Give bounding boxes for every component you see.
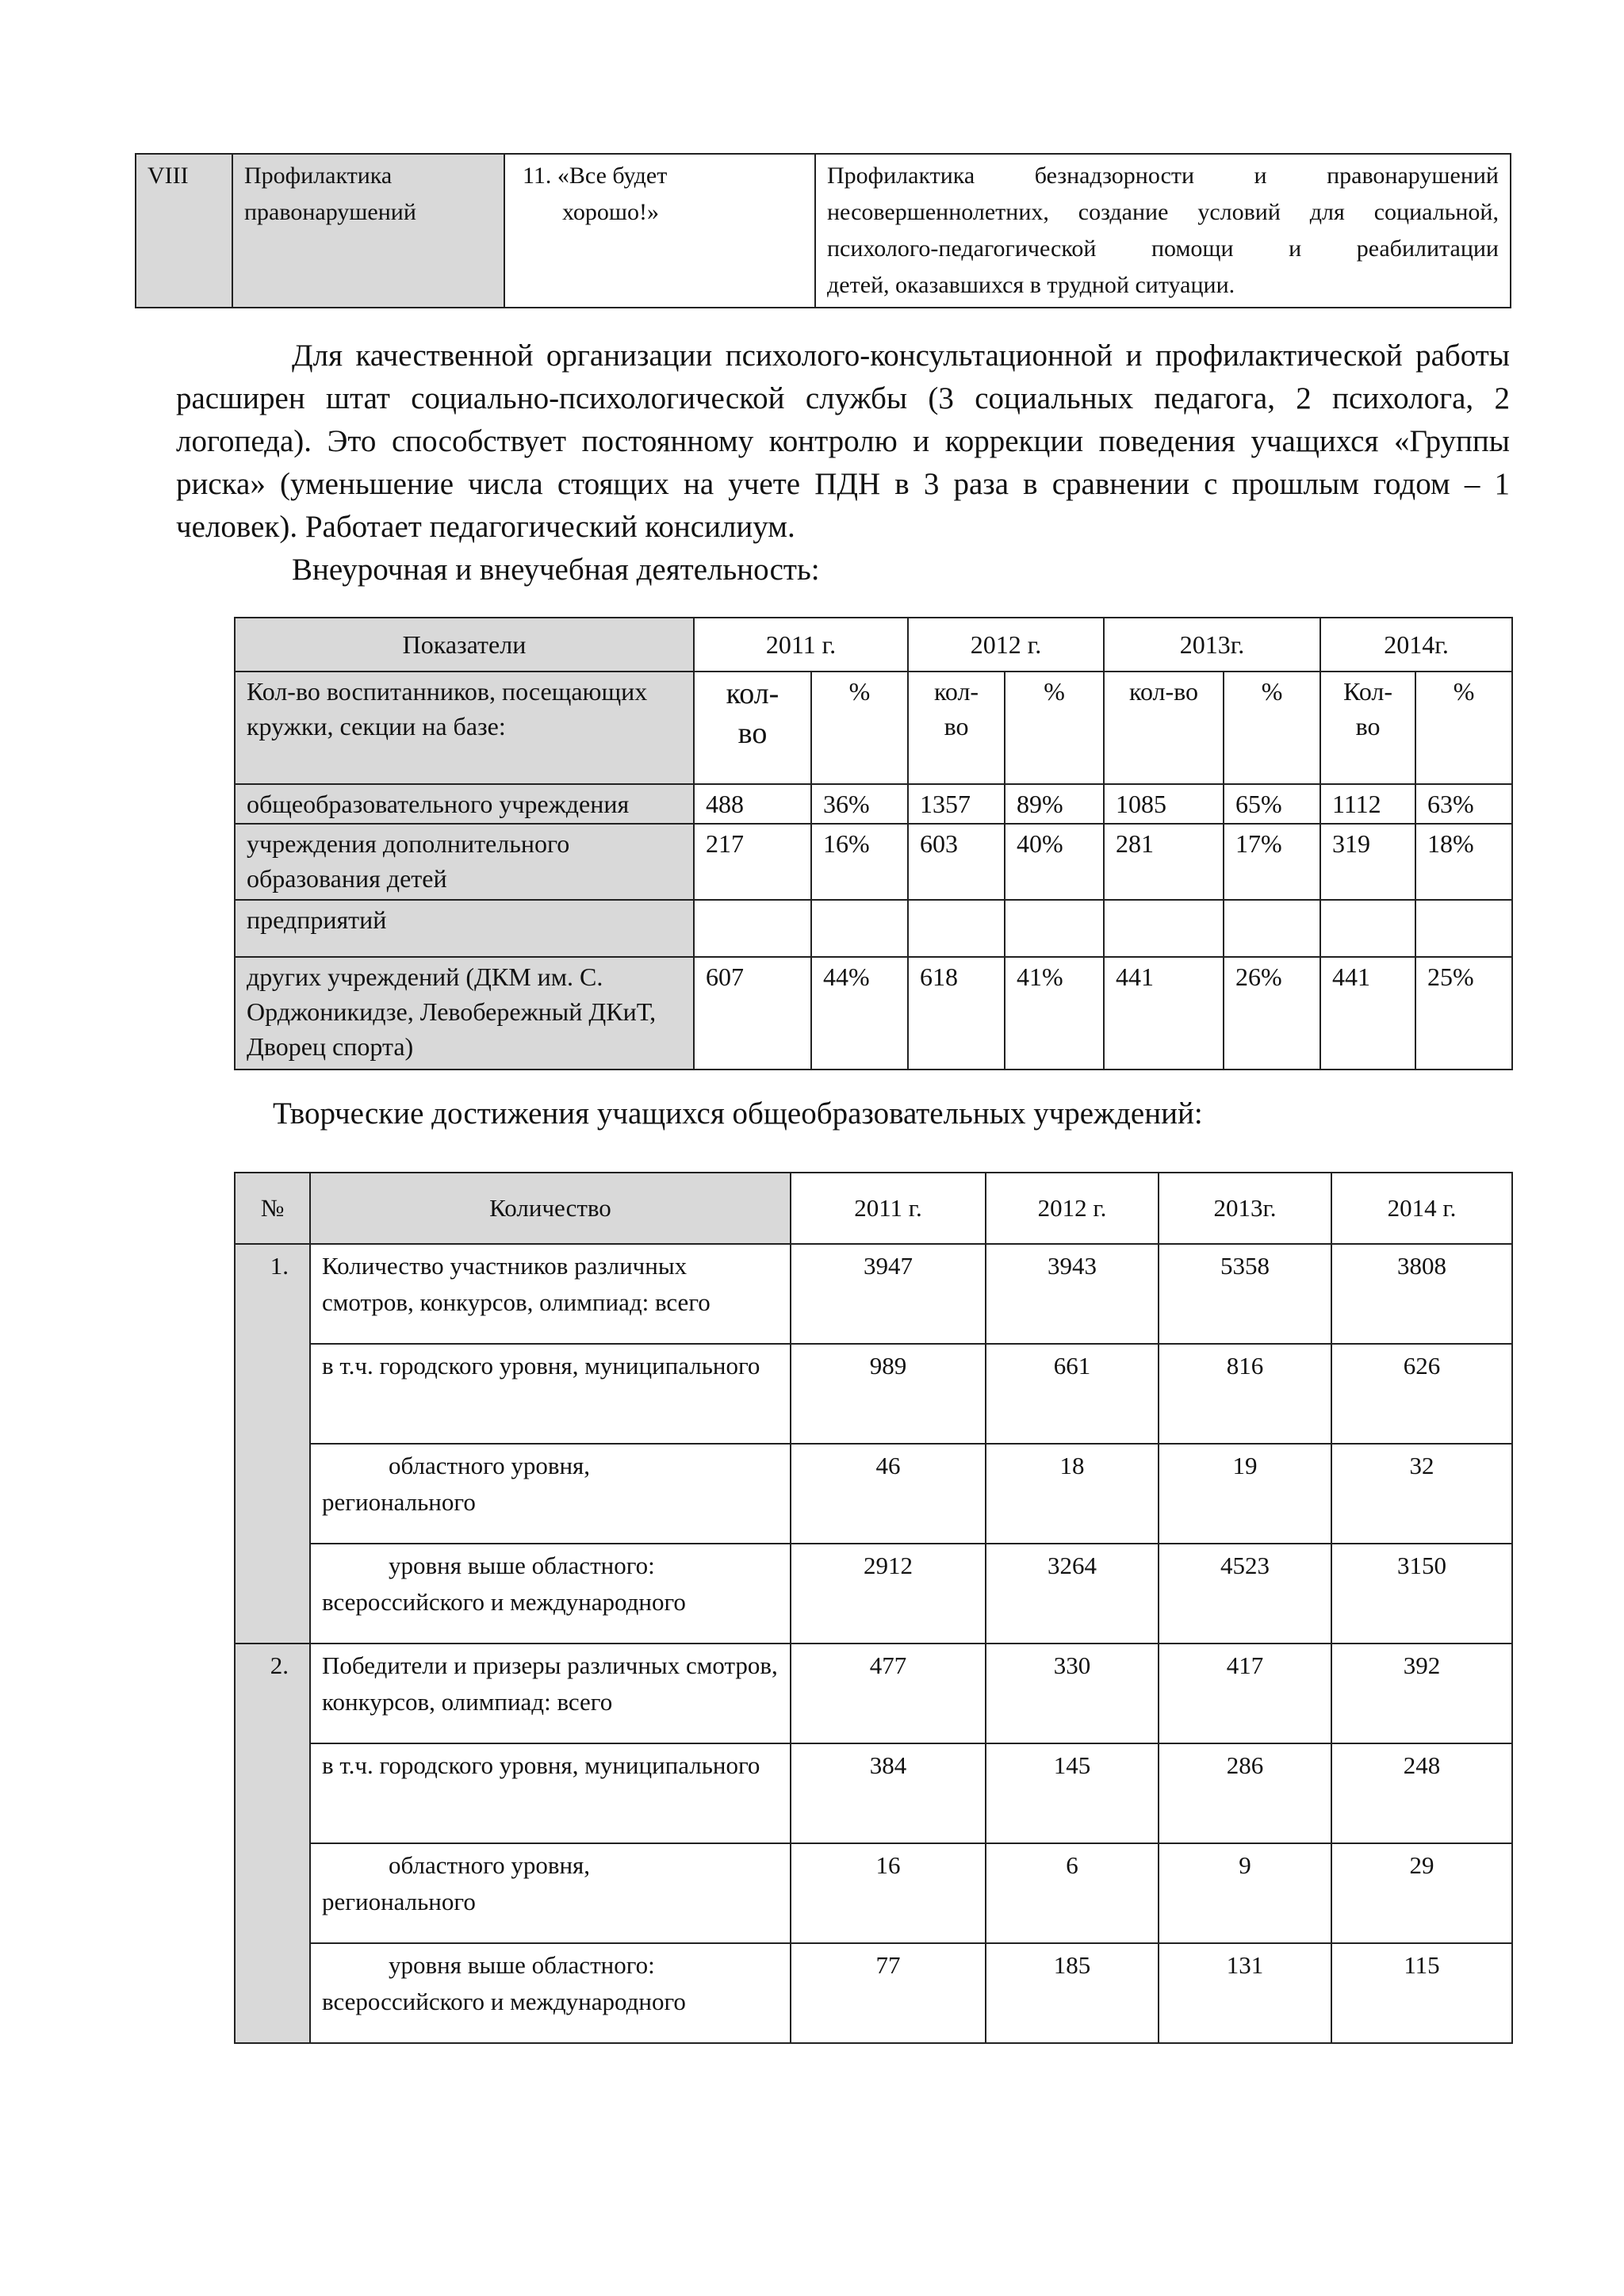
cell-value (811, 900, 908, 957)
cell-value (1104, 900, 1224, 957)
percent-label: % (811, 672, 908, 784)
cell-value: 145 (986, 1743, 1159, 1843)
cell-value: 1112 (1320, 784, 1415, 824)
header-year: 2013г. (1104, 618, 1320, 672)
section-caption: Творческие достижения учащихся общеобразовательных учреждений: (273, 1096, 1203, 1131)
cell-value: 77 (791, 1943, 986, 2043)
cell-value: 89% (1005, 784, 1104, 824)
header-year: 2012 г. (908, 618, 1104, 672)
cell-value: 3943 (986, 1244, 1159, 1344)
cell-value: 29 (1331, 1843, 1512, 1943)
subheader-label: Кол-во воспитанников, посещающих кружки, секции на базе: (235, 672, 694, 784)
row-label: других учреждений (ДКМ им. С. Орджоникидзе, Левобережный ДКиТ, Дворец спорта) (235, 957, 694, 1070)
cell-value: 25% (1415, 957, 1512, 1070)
header-quantity: Количество (310, 1173, 791, 1244)
header-year: 2011 г. (791, 1173, 986, 1244)
table-row (235, 784, 1512, 824)
cell-value: 16 (791, 1843, 986, 1943)
cell-value: 9 (1159, 1843, 1331, 1943)
description-line: психолого-педагогической помощи и реабилитации (827, 235, 1499, 262)
cell-value: 441 (1320, 957, 1415, 1070)
cell-value: 1085 (1104, 784, 1224, 824)
area-cell (232, 154, 504, 308)
item-cell (504, 154, 815, 308)
body-text (176, 335, 1510, 591)
row-label: Победители и призеры различных смотров, конкурсов, олимпиад: всего (310, 1644, 791, 1743)
cell-value: 330 (986, 1644, 1159, 1743)
row-label-indent: областного уровня, (389, 1851, 591, 1879)
cell-value: 816 (1159, 1344, 1331, 1444)
cell-value (908, 900, 1005, 957)
paragraph-text: Для качественной организации психолого-консультационной и профилактической работы расширен штат социально-психологической службы (3 социальных педагога, 2 психолога, 2 логопеда). Это способствует постоянному контролю и коррекции поведения учащихся «Группы риска» (уменьшение числа стоящих на учете ПДН в 3 раза в сравнении с прошлым годом – 1 человек). Работает педагогический консилиум. (176, 339, 1510, 544)
cell-value: 65% (1224, 784, 1320, 824)
percent-label: % (1415, 672, 1512, 784)
cell-value: 18 (986, 1444, 1159, 1544)
cell-value: 989 (791, 1344, 986, 1444)
section-subheading: Внеурочная и внеучебная деятельность: (292, 553, 820, 587)
cell-value: 131 (1159, 1943, 1331, 2043)
row-label: в т.ч. городского уровня, муниципального (310, 1743, 791, 1843)
description-line: несовершеннолетних, создание условий для социальной, (827, 199, 1499, 225)
table-row (235, 1344, 1512, 1444)
description-line: детей, оказавшихся в трудной ситуации. (827, 272, 1235, 298)
row-label (310, 1444, 791, 1544)
cell-value: 17% (1224, 824, 1320, 900)
cell-value: 319 (1320, 824, 1415, 900)
group-number: 2. (235, 1644, 310, 2043)
cell-value: 607 (694, 957, 811, 1070)
row-label: в т.ч. городского уровня, муниципального (310, 1344, 791, 1444)
table-row (235, 1544, 1512, 1644)
cell-value: 477 (791, 1644, 986, 1743)
cell-value: 19 (1159, 1444, 1331, 1544)
table-subheader-row (235, 672, 1512, 784)
cell-value: 4523 (1159, 1544, 1331, 1644)
cell-value: 488 (694, 784, 811, 824)
cell-value: 248 (1331, 1743, 1512, 1843)
cell-value: 18% (1415, 824, 1512, 900)
cell-value: 603 (908, 824, 1005, 900)
cell-value: 36% (811, 784, 908, 824)
table-row (235, 1644, 1512, 1743)
description-line: Профилактика безнадзорности и правонарушений (827, 163, 1499, 189)
cell-value: 16% (811, 824, 908, 900)
cell-value (1320, 900, 1415, 957)
header-number: № (235, 1173, 310, 1244)
item-number: 11. (523, 163, 552, 189)
cell-value: 6 (986, 1843, 1159, 1943)
cell-value: 384 (791, 1743, 986, 1843)
description-cell (815, 154, 1511, 308)
percent-label: % (1224, 672, 1320, 784)
cell-value: 217 (694, 824, 811, 900)
cell-value: 661 (986, 1344, 1159, 1444)
item-title-line: «Все будет (557, 163, 668, 189)
row-label-indent: уровня выше областного: (389, 1552, 655, 1579)
cell-value: 3150 (1331, 1544, 1512, 1644)
cell-value: 41% (1005, 957, 1104, 1070)
cell-value: 441 (1104, 957, 1224, 1070)
header-year: 2014г. (1320, 618, 1512, 672)
header-indicators: Показатели (235, 618, 694, 672)
table-row (235, 1843, 1512, 1943)
group-number: 1. (235, 1244, 310, 1644)
cell-value: 32 (1331, 1444, 1512, 1544)
count-label: кол- во (694, 672, 811, 784)
table-header-row (235, 1173, 1512, 1244)
cell-value (1005, 900, 1104, 957)
row-label (310, 1843, 791, 1943)
row-label: учреждения дополнительного образования детей (235, 824, 694, 900)
count-label: кол-во (1104, 672, 1224, 784)
cell-value: 26% (1224, 957, 1320, 1070)
row-label-rest: всероссийского и международного (322, 1588, 686, 1616)
area-line: правонарушений (244, 199, 416, 225)
table-row (235, 824, 1512, 900)
cell-value: 44% (811, 957, 908, 1070)
cell-value: 1357 (908, 784, 1005, 824)
table-row (235, 957, 1512, 1070)
row-label (310, 1943, 791, 2043)
program-row (136, 154, 1511, 308)
cell-value: 2912 (791, 1544, 986, 1644)
cell-value (694, 900, 811, 957)
cell-value: 63% (1415, 784, 1512, 824)
cell-value: 286 (1159, 1743, 1331, 1843)
cell-value: 115 (1331, 1943, 1512, 2043)
cell-value: 618 (908, 957, 1005, 1070)
cell-value (1224, 900, 1320, 957)
row-label-rest: всероссийского и международного (322, 1988, 686, 2015)
header-year: 2011 г. (694, 618, 908, 672)
cell-value: 281 (1104, 824, 1224, 900)
cell-value: 46 (791, 1444, 986, 1544)
row-label: Количество участников различных смотров, конкурсов, олимпиад: всего (310, 1244, 791, 1344)
row-label-indent: областного уровня, (389, 1452, 591, 1479)
cell-value: 185 (986, 1943, 1159, 2043)
cell-value: 3264 (986, 1544, 1159, 1644)
cell-value: 5358 (1159, 1244, 1331, 1344)
header-year: 2014 г. (1331, 1173, 1512, 1244)
table-row (235, 1444, 1512, 1544)
header-year: 2013г. (1159, 1173, 1331, 1244)
count-label: кол- во (908, 672, 1005, 784)
table-row (235, 1943, 1512, 2043)
cell-value: 40% (1005, 824, 1104, 900)
section-number: VIII (147, 163, 189, 189)
cell-value: 626 (1331, 1344, 1512, 1444)
section-cell (136, 154, 232, 308)
cell-value: 417 (1159, 1644, 1331, 1743)
cell-value: 3808 (1331, 1244, 1512, 1344)
achievements-table (234, 1172, 1513, 2044)
program-table (135, 153, 1511, 308)
area-line: Профилактика (244, 163, 393, 189)
percent-label: % (1005, 672, 1104, 784)
table-row (235, 1244, 1512, 1344)
item-title-line: хорошо!» (562, 199, 659, 225)
activities-table (234, 617, 1513, 1070)
row-label-indent: уровня выше областного: (389, 1951, 655, 1979)
cell-value: 3947 (791, 1244, 986, 1344)
row-label-rest: регионального (322, 1888, 476, 1915)
table-header-row (235, 618, 1512, 672)
table-row (235, 1743, 1512, 1843)
header-year: 2012 г. (986, 1173, 1159, 1244)
row-label: общеобразовательного учреждения (235, 784, 694, 824)
count-label: Кол- во (1320, 672, 1415, 784)
row-label (310, 1544, 791, 1644)
table-row (235, 900, 1512, 957)
row-label: предприятий (235, 900, 694, 957)
cell-value: 392 (1331, 1644, 1512, 1743)
row-label-rest: регионального (322, 1488, 476, 1516)
cell-value (1415, 900, 1512, 957)
